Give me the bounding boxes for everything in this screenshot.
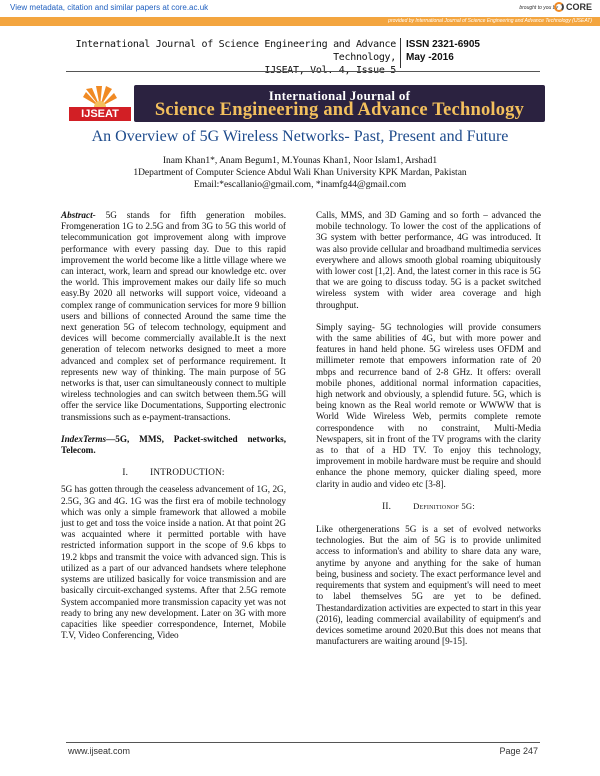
footer-rule	[66, 742, 540, 743]
left-column	[61, 210, 286, 641]
abstract-text: 5G stands for fifth generation mobiles. Fromgeneration 1G to 2.5G and from 3G to 5G this world of telecommunication got improvement along with improve performance with every passing day. Due to this rapid improvement the world become like a little village where we can interact, work, learn and spread our knowledge etc. over the world. This improvement makes our daily life so much easy.By 2020 all networks will support voice, videoand a complex range of communication services for more 9 billion users and billions of connected Around the same time the next generation 5G of telecom technology, equipment and devices will become commercially available.It is the next generation of telecom networks designed to meet a more advanced and complex set of performance requirement. It represents new way of thinking. The main purpose of 5G networks is that, user can simultaneously connect to multiple wireless technologies and can switch between them.5G will offer the service like Documentations, Supporting electronic transmissions such as e-payment-transactions.	[61, 210, 286, 422]
section-title: INTRODUCTION:	[150, 467, 225, 478]
metadata-link[interactable]: View metadata, citation and similar papers at core.ac.uk	[10, 3, 209, 12]
section-heading-definition	[316, 501, 541, 512]
author-list: Inam Khan1*, Anam Begum1, M.Younas Khan1, Noor Islam1, Arshad1	[162, 156, 438, 166]
paper-title: An Overview of 5G Wireless Networks- Past, Present and Future	[91, 128, 509, 145]
right-column	[316, 210, 541, 647]
footer-website[interactable]: www.ijseat.com	[68, 746, 131, 756]
ijseat-logo	[66, 85, 134, 122]
sun-rays-icon	[82, 85, 118, 107]
brought-to-you-text: brought to you by	[519, 5, 558, 11]
introduction-paragraph: 5G has gotten through the ceaseless advancement of 1G, 2G, 2.5G, 3G and 4G. 1G was the first era of mobile technology which was only a simple framework that allowed a mobile just to get and toss the voice inside a nation. At that point 2G was acquainted where it permitted portable with have restricted information support in the scope of 9.6 kbps to 19.2 kbps and transmit the voice with advanced sign. This is utilized as a part of our advanced handsets where telephone systems are utilized basically for voice transmission and are basically circuit-exchanged systems. After that 2.5G remote System accompanied more transmission capacity yet was not ready to bring any new development. Later on 3G with more capacities like speedier correspondence, Internet, Mobile T.V, Video Conferencing, Video	[61, 484, 286, 641]
banner-title-box	[134, 85, 545, 122]
page-number: Page 247	[499, 746, 538, 756]
issn-block	[406, 38, 480, 64]
affiliation: 1Department of Computer Science Abdul Wali Khan University KPK Mardan, Pakistan	[133, 168, 467, 178]
section-number: I.	[122, 467, 129, 478]
section-heading-introduction	[61, 467, 286, 478]
core-logo[interactable]	[554, 2, 592, 12]
issue-date: May -2016	[406, 52, 454, 63]
issn-text: ISSN 2321-6905	[406, 39, 480, 50]
index-terms-text: —5G, MMS, Packet-switched networks, Telecom.	[61, 433, 286, 456]
header-divider	[400, 38, 401, 68]
section-number: II.	[382, 500, 392, 511]
abstract-label: Abstract-	[61, 210, 96, 220]
provided-by-text: provided by International Journal of Science Engineering and Advance Technology (IJSEAT)	[388, 18, 592, 24]
provided-by-bar	[0, 17, 600, 26]
header-rule	[66, 71, 540, 72]
index-terms-paragraph	[61, 434, 286, 456]
core-logo-icon	[554, 2, 564, 12]
logo-text: IJSEAT	[69, 107, 131, 121]
banner-line2: Science Engineering and Advance Technology	[154, 100, 525, 120]
banner-line1: International Journal of	[268, 88, 411, 103]
journal-name-line1: International Journal of Science Engineering and Advance Technology,	[75, 39, 396, 63]
abstract-paragraph	[61, 210, 286, 423]
journal-banner	[66, 85, 545, 122]
author-emails: Email:*escallanio@gmail.com, *inamfg44@gmail.com	[193, 180, 407, 190]
section-title: Definitionof 5G:	[413, 500, 475, 511]
body-paragraph: Simply saying- 5G technologies will provide consumers with the same abilities of 4G, but with more power and features in hand held phone. 5G wireless uses OFDM and millimeter remote that empowers information rate of 20 mbps and recurrence band of 2-8 GHz. It offers: overall mobile phones, additional normal information capacities, high network and obviously, a splendid future. 5G, which is being known as the Real world remote or WWWW that is World Wide Wireless Web, permits complete remote correspondence with no constraint, Multi-Media Newspapers, sit in front of the TV programs with the clarity as to that of a HD TV. To enjoy this technology, improvement in mobile hardware must be require and should enhance the phone memory, quicker dialing speed, more clarity in audio and video etc [3-8].	[316, 321, 541, 489]
body-paragraph: Like othergenerations 5G is a set of evolved networks technologies. But the aim of 5G is to provide unlimited access to information's and ability to share data any ware, anytime by anyone and anything for the sake of human being, business and society. The exact performance level and requirements that system and equipment's will need to meet to label themselves 5G are yet to be defined. Thestandardization activities are expected to start in this year (2016), leading commercial availability of equipment's and devices sometime around 2020.But this does not means that manufacturers are waiting around [9-15].	[316, 524, 542, 647]
body-paragraph: Calls, MMS, and 3D Gaming and so forth – advanced the mobile technology. To lower the cost of the applications of 3G system with better performance, 4G was introduced. It was also provide cellular and broadband multimedia services everywhere and allows smooth global roaming ubiquitously with lower cost [1,2]. And, the latest corner in this race is 5G that we are going to discuss today. 5G is a packet switched wireless system with wider area coverage and high throughput.	[316, 210, 541, 310]
index-terms-label: IndexTerms	[61, 433, 107, 444]
core-logo-text: CORE	[565, 2, 592, 12]
